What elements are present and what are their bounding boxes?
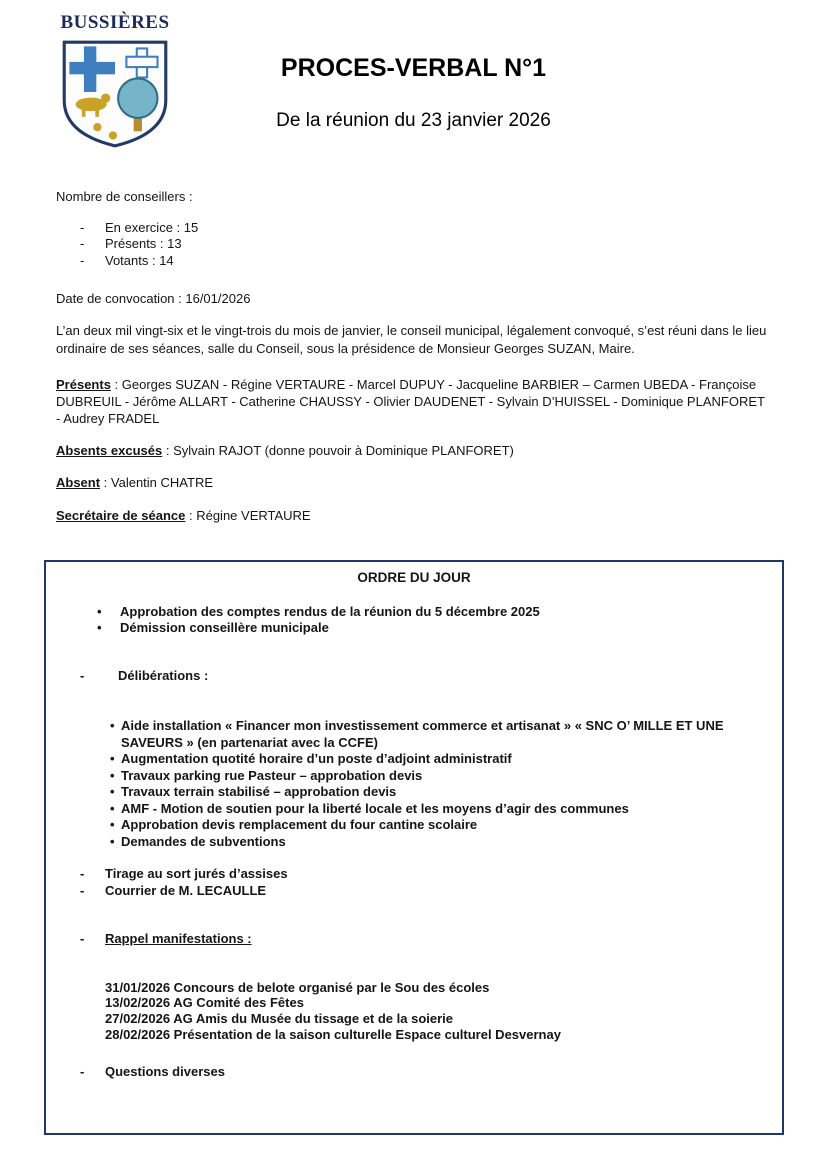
bullet-marker: • xyxy=(110,800,115,816)
counsellor-count: Votants : 14 xyxy=(105,252,174,268)
events-list xyxy=(66,980,762,1043)
dash-marker: - xyxy=(80,219,85,235)
agenda-dash-items xyxy=(66,866,762,899)
deliberations-list xyxy=(66,718,762,850)
list-item xyxy=(97,620,762,637)
agenda-item: Tirage au sort jurés d’assises xyxy=(105,866,288,881)
list-item xyxy=(110,834,762,851)
absent-label: Absent xyxy=(56,475,101,490)
bullet-marker: • xyxy=(110,817,115,832)
absent-value: : Valentin CHATRE xyxy=(100,475,214,490)
counsellor-count: Présents : 13 xyxy=(105,236,182,251)
list-item xyxy=(80,220,772,237)
session-paragraph: L’an deux mil vingt-six et le vingt-trois du mois de janvier, le conseil municipal, légalement convoqué, s’est réuni dans le lieu ordinaire de ses séances, salle du Conseil, sous la présidence de Monsieur Georges SUZAN, Maire. xyxy=(56,322,767,356)
bullet-marker: • xyxy=(110,784,115,799)
rappel-label: Rappel manifestations : xyxy=(105,931,252,946)
secretaire-label: Secrétaire de séance xyxy=(56,507,186,523)
document-subtitle: De la réunion du 23 janvier 2026 xyxy=(276,110,551,131)
document-title: PROCES-VERBAL N°1 xyxy=(280,54,547,82)
list-item xyxy=(110,817,762,834)
rappel-heading xyxy=(66,931,762,948)
agenda-item: Approbation des comptes rendus de la réunion du 5 décembre 2025 xyxy=(120,603,540,619)
deliberations-heading xyxy=(66,668,762,685)
list-item xyxy=(110,718,762,751)
bullet-marker: • xyxy=(110,751,115,766)
bullet-marker: • xyxy=(110,718,115,733)
presents-label: Présents xyxy=(56,376,111,392)
questions-label: Questions diverses xyxy=(105,1063,225,1079)
document-body xyxy=(56,189,772,524)
agenda-item: Courrier de M. LECAULLE xyxy=(105,882,267,898)
deliberation-item: Augmentation quotité horaire d’un poste d’adjoint administratif xyxy=(121,751,512,766)
deliberation-item: AMF - Motion de soutien pour la liberté locale et les moyens d’agir des communes xyxy=(121,800,629,816)
bullet-marker: • xyxy=(97,603,102,619)
questions-heading xyxy=(66,1064,762,1081)
deliberation-item: Travaux terrain stabilisé – approbation devis xyxy=(121,784,397,799)
bullet-marker: • xyxy=(110,767,115,783)
counsellors-label: Nombre de conseillers : xyxy=(56,189,193,204)
agenda-box xyxy=(44,560,784,1135)
commune-name: BUSSIÈRES xyxy=(60,12,170,33)
dash-marker: - xyxy=(80,866,85,881)
agenda-item: Démission conseillère municipale xyxy=(120,620,329,635)
agenda-top-bullets xyxy=(66,604,762,637)
bullet-marker: • xyxy=(97,620,102,635)
list-item xyxy=(110,751,762,768)
absents-excuses-value: : Sylvain RAJOT (donne pouvoir à Dominique PLANFORET) xyxy=(162,442,514,458)
list-item xyxy=(80,236,772,253)
deliberation-item: Travaux parking rue Pasteur – approbation devis xyxy=(121,767,423,783)
dash-marker: - xyxy=(80,667,85,683)
absents-excuses-label: Absents excusés xyxy=(56,442,163,458)
event-item: 31/01/2026 Concours de belote organisé par le Sou des écoles xyxy=(105,979,490,995)
event-item: 28/02/2026 Présentation de la saison culturelle Espace culturel Desvernay xyxy=(105,1026,561,1042)
list-item xyxy=(80,253,772,270)
absents-excuses-block xyxy=(56,443,772,460)
presents-block xyxy=(56,376,772,427)
secretaire-value: : Régine VERTAURE xyxy=(185,507,311,523)
convocation-date: Date de convocation : 16/01/2026 xyxy=(56,291,251,306)
deliberation-item: Demandes de subventions xyxy=(121,833,286,849)
deliberations-label: Délibérations : xyxy=(118,667,209,683)
dash-marker: - xyxy=(80,236,85,251)
dash-marker: - xyxy=(80,1063,85,1079)
deliberation-item: Approbation devis remplacement du four cantine scolaire xyxy=(121,817,478,832)
list-item xyxy=(110,784,762,801)
list-item xyxy=(110,801,762,818)
list-item xyxy=(110,768,762,785)
list-item xyxy=(97,604,762,621)
counsellors-list xyxy=(56,220,772,270)
deliberation-item: Aide installation « Financer mon investissement commerce et artisanat » « SNC O’ MILLE ET UNE SAVEURS » (en partenariat avec la CCFE) xyxy=(121,718,724,750)
agenda-title: ORDRE DU JOUR xyxy=(357,570,471,585)
counsellor-count: En exercice : 15 xyxy=(105,219,199,235)
absent-block xyxy=(56,475,772,492)
list-item xyxy=(66,866,762,883)
bullet-marker: • xyxy=(110,833,115,849)
list-item xyxy=(66,883,762,900)
event-item: 13/02/2026 AG Comité des Fêtes xyxy=(105,995,304,1011)
presents-value: : Georges SUZAN - Régine VERTAURE - Marcel DUPUY - Jacqueline BARBIER – Carmen UBEDA - Françoise DUBREUIL - Jérôme ALLART - Catherine CHAUSSY - Olivier DAUDENET - Sylvain D’HUISSEL - Dominique PLANFORET - Audrey FRADEL xyxy=(56,376,765,426)
dash-marker: - xyxy=(80,882,85,898)
dash-marker: - xyxy=(80,252,85,268)
dash-marker: - xyxy=(80,931,85,946)
secretaire-block xyxy=(56,508,772,525)
event-item: 27/02/2026 AG Amis du Musée du tissage et de la soierie xyxy=(105,1011,454,1027)
